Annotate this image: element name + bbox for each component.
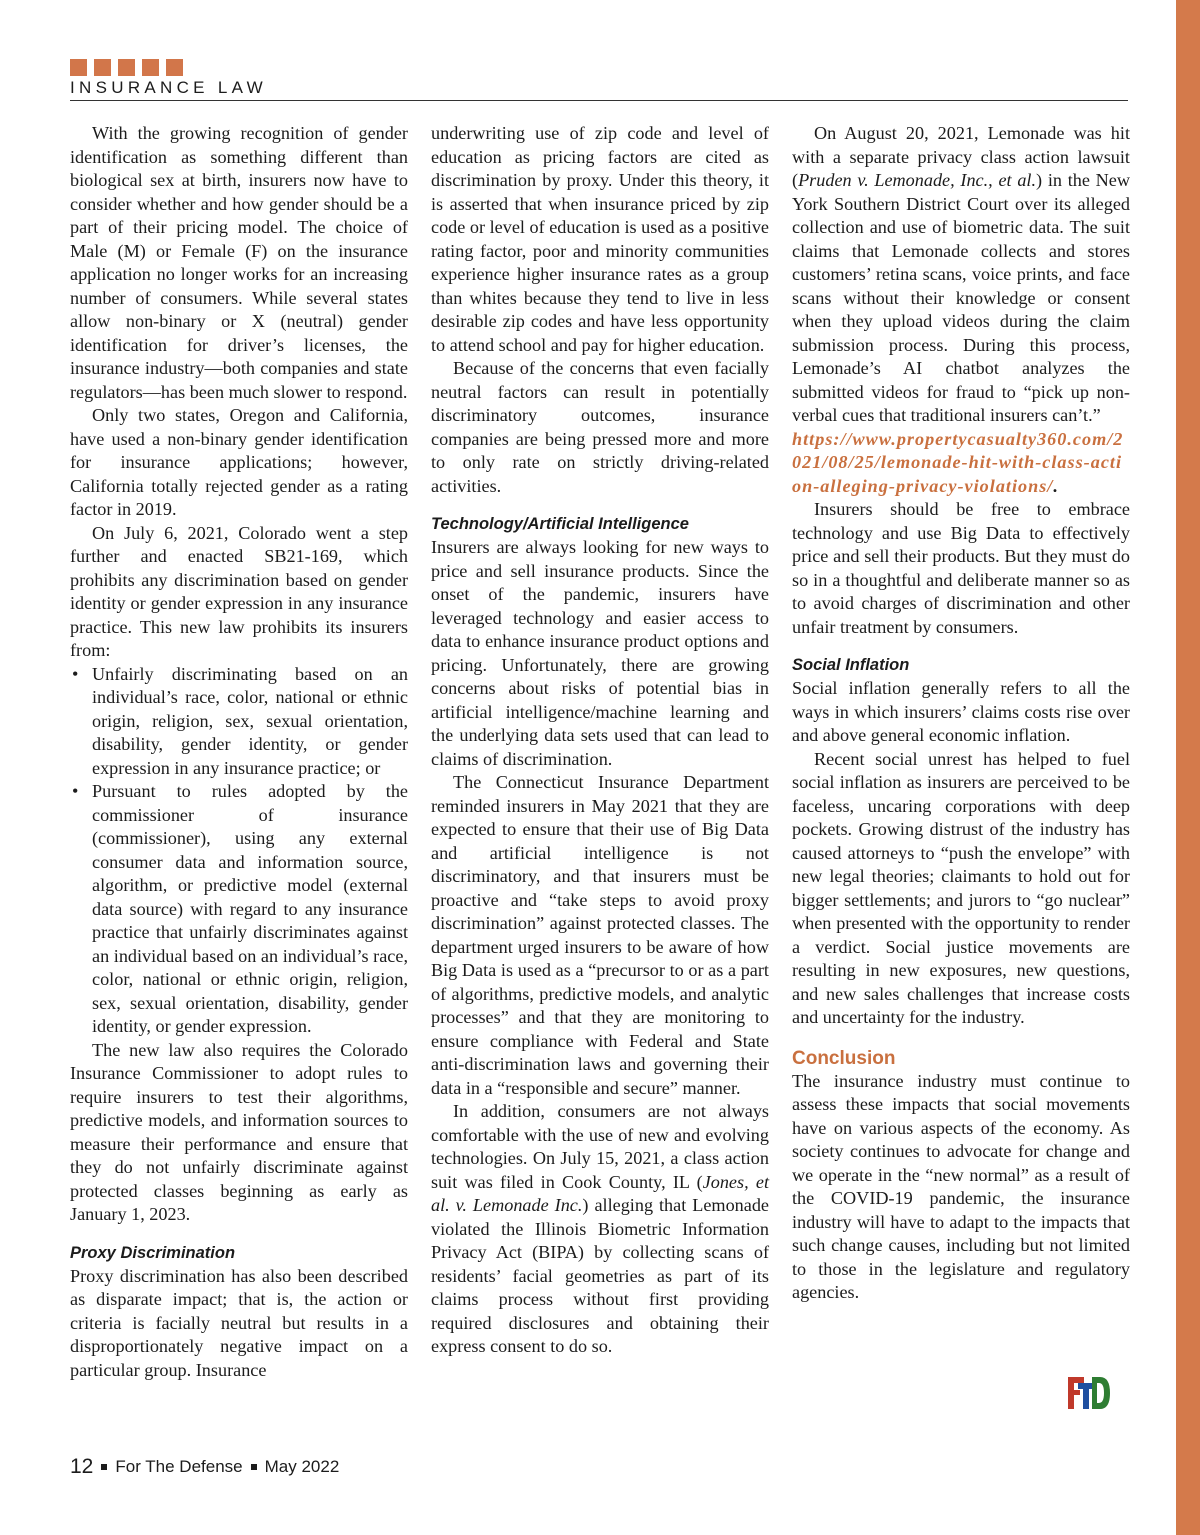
column-1 <box>70 122 408 1382</box>
page-footer <box>70 1455 339 1479</box>
logo-f-top <box>1068 1377 1084 1383</box>
marker-square <box>142 59 159 76</box>
subheading-technology-ai: Technology/Artificial Intelligence <box>431 515 689 533</box>
list-item: • Unfairly discriminating based on an individual’s race, color, national or ethnic origin, religion, sex, sexual orientation, disability, gender identity, or gender expression in any insurance practice; or <box>92 663 408 781</box>
marker-square <box>94 59 111 76</box>
ftd-logo-icon <box>1066 1375 1112 1411</box>
text-run: ) alleging that Lemonade violated the Illinois Biometric Information Privacy Act (BIPA) by collecting scans of residents’ facial geometries as part of its claims process without first providing required disclosures and obtaining their express consent to do so. <box>431 1195 769 1356</box>
paragraph: Because of the concerns that even facially neutral factors can result in potentially discriminatory outcomes, insurance companies are being pressed more and more to only rate on strictly driving-related activities. <box>431 358 769 496</box>
paragraph <box>792 122 1130 428</box>
logo-f-mid <box>1068 1390 1080 1395</box>
subheading-conclusion: Conclusion <box>792 1047 896 1069</box>
case-name: Jones, et al. v. Lemonade Inc. <box>431 1171 770 1215</box>
separator-square-icon <box>251 1464 257 1470</box>
paragraph: Proxy discrimination has also been described as disparate impact; that is, the action or criteria is facially neutral but results in a disproportionately negative impact on a particular group. Insurance <box>70 1265 408 1380</box>
case-name: Pruden v. Lemonade, Inc., et al. <box>798 170 1037 190</box>
publication-name: For The Defense <box>115 1457 243 1476</box>
section-marker-squares <box>70 59 183 76</box>
paragraph: Social inflation generally refers to all the ways in which insurers’ claims costs rise over and above general economic inflation. <box>792 678 1130 745</box>
header-rule <box>70 100 1128 101</box>
paragraph: The insurance industry must continue to assess these impacts that social movements have on various aspects of the economy. As society continues to advocate for change and we operate in the “new normal” as a result of the COVID-19 pandemic, the insurance industry will have to adapt to the impacts that such change causes, including but not limited to those in the legislature and regulatory agencies. <box>792 1070 1130 1302</box>
marker-square <box>70 59 87 76</box>
page-number: 12 <box>70 1455 94 1478</box>
text-run: In addition, consumers are not always comfortable with the use of new and evolving technologies. On July 15, 2021, a class action suit was filed in Cook County, IL ( <box>431 1101 769 1192</box>
issue-date: May 2022 <box>264 1457 340 1476</box>
source-link-text[interactable]: https://www.propertycasualty360.com/2021/08/25/lemonade-hit-with-class-action-alleging-privacy-violations/ <box>792 428 1124 496</box>
column-3 <box>792 122 1130 1305</box>
column-2 <box>431 122 769 1359</box>
subheading-proxy-discrimination: Proxy Discrimination <box>70 1243 236 1262</box>
paragraph: On July 6, 2021, Colorado went a step further and enacted SB21-169, which prohibits any discrimination based on gender identity or gender expression in any insurance practice. This new law prohibits its insurers from: <box>70 522 408 660</box>
source-link[interactable] <box>792 428 1130 499</box>
paragraph: The Connecticut Insurance Department reminded insurers in May 2021 that they are expected to ensure that their use of Big Data and artificial intelligence is not discriminatory, and that insurers must be proactive and “take steps to avoid proxy discrimination” against protected classes. The department urged insurers to be aware of how Big Data is used as a “precursor to or as a part of algorithms, predictive models, and analytic processes” and that they are monitoring to ensure compliance with Federal and State anti-discrimination laws and governing their data in a “responsible and secure” manner. <box>431 772 769 1098</box>
text-run: On August 20, 2021, Lemonade was hit with a separate privacy class action lawsuit ( <box>792 123 1130 190</box>
text-run: ) in the New York Southern District Court over its alleged collection and use of biometric data. The suit claims that Lemonade collects and stores customers’ retina scans, voice prints, and face scans without their knowledge or consent when they upload videos during the claim submission process. During this process, Lemonade’s AI chatbot analyzes the submitted videos for fraud to “pick up non-verbal cues that traditional insurers can’t.” <box>792 170 1131 425</box>
prohibitions-list <box>70 663 408 1039</box>
paragraph: Only two states, Oregon and California, have used a non-binary gender identification for insurance applications; however, California totally rejected gender as a rating factor in 2019. <box>70 405 408 519</box>
marker-square <box>166 59 183 76</box>
list-item: • Pursuant to rules adopted by the commissioner of insurance (commissioner), using any external consumer data and information source, algorithm, or predictive model (external data source) with regard to any insurance practice that unfairly discriminates against an individual based on an individual’s race, color, national or ethnic origin, religion, sex, sexual orientation, disability, gender identity, or gender expression. <box>92 780 408 1039</box>
link-period: . <box>1053 475 1059 496</box>
logo-d <box>1092 1377 1110 1409</box>
subheading-social-inflation: Social Inflation <box>792 656 910 674</box>
paragraph <box>431 1100 769 1359</box>
paragraph: The new law also requires the Colorado Insurance Commissioner to adopt rules to require insurers to test their algorithms, predictive models, and information sources to measure their performance and ensure that they do not unfairly discriminate against protected classes beginning as early as January 1, 2023. <box>70 1039 408 1224</box>
paragraph: underwriting use of zip code and level of education as pricing factors are cited as discrimination by proxy. Under this theory, it is asserted that when insurance priced by zip code or level of education is used as a positive rating factor, poor and minority communities experience higher insurance rates as a group than whites because they tend to live in less desirable zip codes and have less opportunity to attend school and pay for higher education. <box>431 123 769 355</box>
paragraph: Recent social unrest has helped to fuel social inflation as insurers are perceived to be faceless, uncaring corporations with deep pockets. Growing distrust of the industry has caused attorneys to “push the envelope” with new legal theories; claimants to hold out for bigger settlements; and jurors to “go nuclear” when presented with the opportunity to render a verdict. Social justice movements are resulting in new exposures, new questions, and new sales challenges that increase costs and uncertainty for the industry. <box>792 748 1130 1027</box>
logo-t-stem <box>1083 1383 1089 1409</box>
paragraph: With the growing recognition of gender identification as something different than biological sex at birth, insurers now have to consider whether and how gender should be a part of their pricing model. The choice of Male (M) or Female (F) on the insurance application no longer works for an increasing number of consumers. While several states allow non-binary or X (neutral) gender identification for driver’s licenses, the insurance industry—both companies and state regulators—has been much slower to respond. <box>70 123 408 402</box>
marker-square <box>118 59 135 76</box>
paragraph: Insurers are always looking for new ways to price and sell insurance products. Since the onset of the pandemic, insurers have leveraged technology and easier access to data to enhance insurance product options and pricing. Unfortunately, there are growing concerns about risks of potential bias in artificial intelligence/machine learning and the underlying data sets used that can lead to claims of discrimination. <box>431 537 769 769</box>
side-accent-bar <box>1176 0 1200 1535</box>
section-title: INSURANCE LAW <box>70 78 267 97</box>
paragraph: Insurers should be free to embrace technology and use Big Data to effectively price and sell their products. But they must do so in a thoughtful and deliberate manner so as to avoid charges of discrimination and other unfair treatment by consumers. <box>792 499 1130 637</box>
separator-square-icon <box>101 1464 107 1470</box>
